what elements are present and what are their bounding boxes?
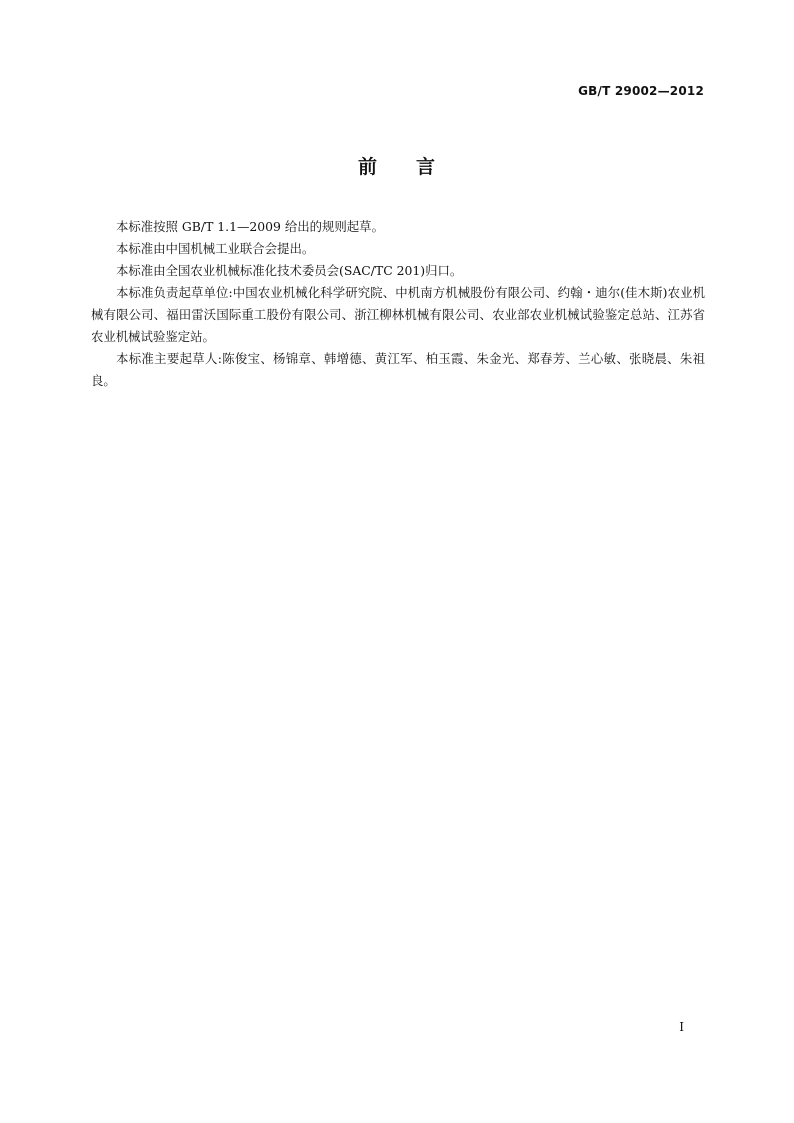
paragraph-drafting-units: 本标准负责起草单位:中国农业机械化科学研究院、中机南方机械股份有限公司、约翰・迪尔(佳木斯)农业机械有限公司、福田雷沃国际重工股份有限公司、浙江柳林机械有限公司、农业部农业机械试验鉴定总站、江苏省农业机械试验鉴定站。 bbox=[91, 285, 705, 344]
paragraph-proposer: 本标准由中国机械工业联合会提出。 bbox=[116, 241, 315, 256]
page-title-char-2: 言 bbox=[416, 156, 437, 178]
page-title-char-1: 前 bbox=[357, 156, 378, 178]
page-number: I bbox=[679, 1020, 684, 1034]
paragraph-drafters: 本标准主要起草人:陈俊宝、杨锦章、韩增德、黄江军、柏玉霞、朱金光、郑春芳、兰心敏、张晓晨、朱祖良。 bbox=[91, 351, 705, 388]
paragraph-drafting-rules: 本标准按照 GB/T 1.1—2009 给出的规则起草。 bbox=[116, 219, 384, 234]
foreword-body bbox=[91, 216, 705, 392]
page-title bbox=[0, 152, 794, 179]
paragraph-committee: 本标准由全国农业机械标准化技术委员会(SAC/TC 201)归口。 bbox=[116, 263, 463, 278]
standard-code: GB/T 29002—2012 bbox=[578, 84, 704, 98]
